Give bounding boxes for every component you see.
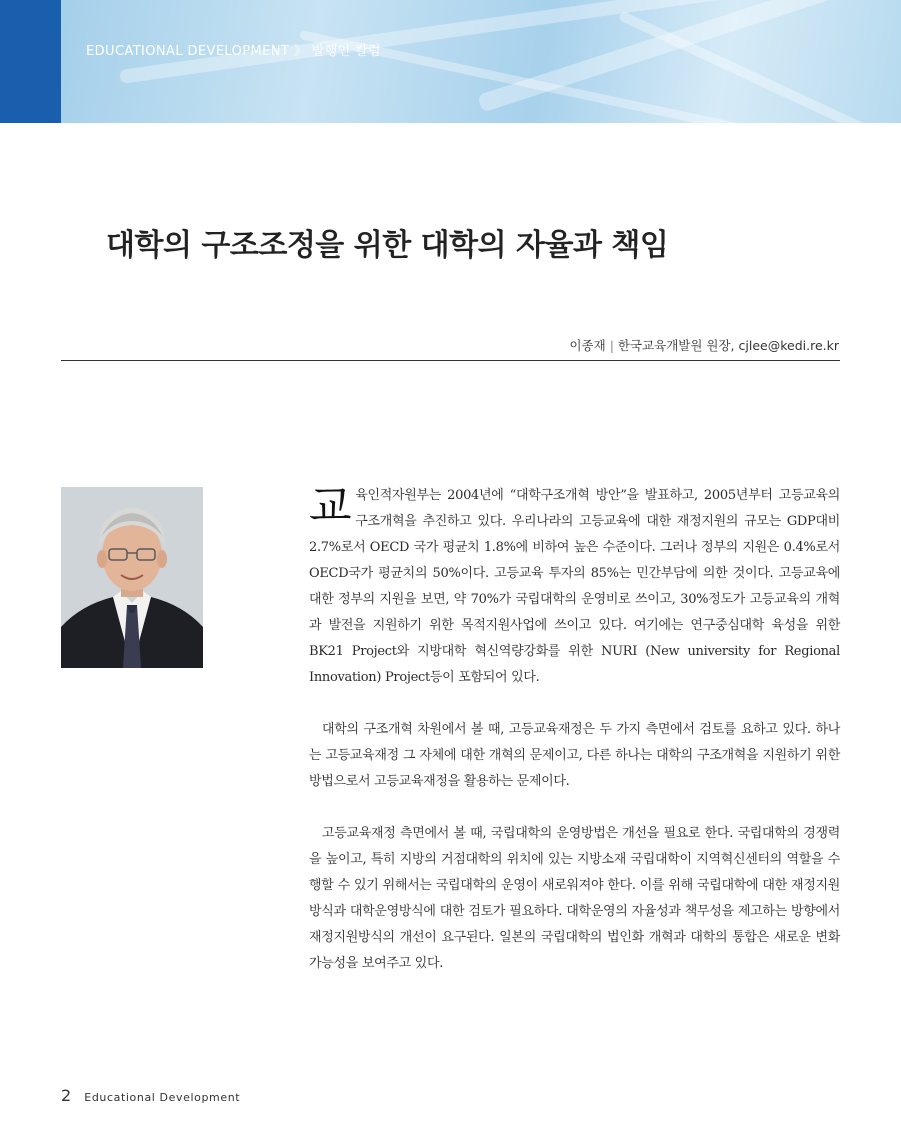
header-banner (0, 0, 901, 123)
section-name: EDUCATIONAL DEVELOPMENT (86, 44, 290, 59)
author-name: 이종재 (569, 338, 606, 353)
author-byline (569, 336, 839, 354)
breadcrumb-separator: 》 (293, 44, 308, 59)
section-breadcrumb (86, 40, 381, 59)
author-affiliation: 한국교육개발원 원장, (617, 338, 735, 353)
publication-name: Educational Development (84, 1091, 241, 1104)
article-body (309, 483, 840, 1003)
author-email[interactable]: cjlee@kedi.re.kr (738, 338, 839, 353)
header-accent-bar (0, 0, 61, 123)
drop-cap: 교 (309, 481, 352, 532)
paragraph-text: 육인적자원부는 2004년에 “대학구조개혁 방안”을 발표하고, 2005년부터 고등교육의 구조개혁을 추진하고 있다. 우리나라의 고등교육에 대한 재정지원의 규모는 GDP대비 2.7%로서 OECD 국가 평균치 1.8%에 비하여 높은 수준이다. 그러나 정부의 지원은 0.4%로서 OECD국가 평균치의 50%이다. 고등교육 투자의 85%는 민간부담에 의한 것이다. 고등교육에 대한 정부의 지원을 보면, 약 70%가 국립대학의 운영비로 쓰이고, 30%정도가 고등교육의 개혁과 발전을 지원하기 위한 목적지원사업에 쓰이고 있다. 여기에는 연구중심대학 육성을 위한 BK21 Project와 지방대학 혁신역량강화를 위한 NURI (New university for Regional Innovation) Project등이 포함되어 있다. (309, 488, 840, 685)
article-paragraph: 대학의 구조개혁 차원에서 볼 때, 고등교육재정은 두 가지 측면에서 검토를 요하고 있다. 하나는 고등교육재정 그 자체에 대한 개혁의 문제이고, 다른 하나는 대학의 구조개혁을 지원하기 위한 방법으로서 고등교육재정을 활용하는 문제이다. (309, 722, 840, 789)
article-title: 대학의 구조조정을 위한 대학의 자율과 책임 (106, 228, 669, 263)
category-name: 발행인 칼럼 (311, 44, 382, 59)
author-photo (61, 487, 203, 668)
byline-divider: | (609, 338, 614, 353)
title-divider (61, 360, 840, 361)
article-paragraph: 고등교육재정 측면에서 볼 때, 국립대학의 운영방법은 개선을 필요로 한다. 국립대학의 경쟁력을 높이고, 특히 지방의 거점대학의 위치에 있는 지방소재 국립대학이 지역혁신센터의 역할을 수행할 수 있기 위해서는 국립대학의 운영이 새로워져야 한다. 이를 위해 국립대학에 대한 재정지원방식과 대학운영방식에 대한 검토가 필요하다. 대학운영의 자율성과 책무성을 제고하는 방향에서 재정지원방식의 개선이 요구된다. 일본의 국립대학의 법인화 개혁과 대학의 통합은 새로운 변화가능성을 보여주고 있다. (309, 826, 840, 971)
article-paragraph (309, 483, 840, 691)
page-number: 2 (61, 1086, 72, 1105)
page-footer (61, 1086, 240, 1105)
